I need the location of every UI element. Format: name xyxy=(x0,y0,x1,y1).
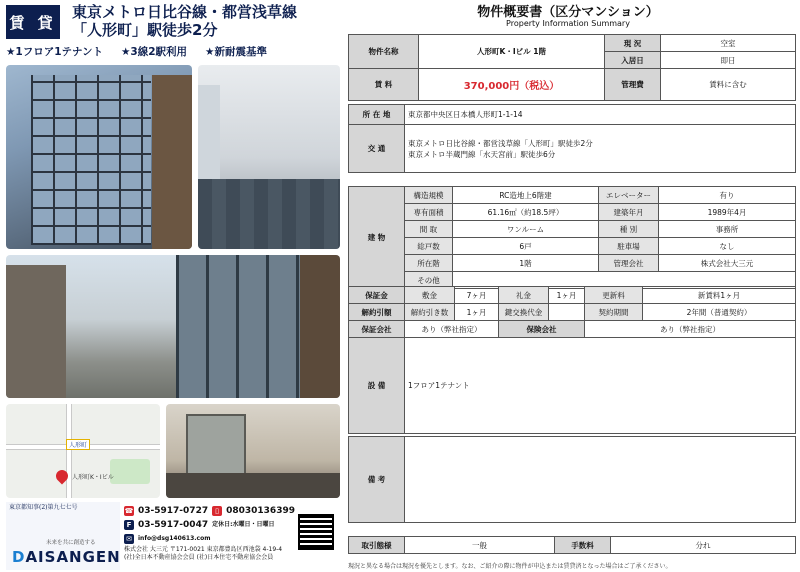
table-cell: 契約期間 xyxy=(585,304,643,321)
summary-table-building xyxy=(348,186,796,289)
email-address[interactable]: info@dsg140613.com xyxy=(138,535,211,542)
table-cell: 賃料に含む xyxy=(661,69,796,101)
table-cell: 種 別 xyxy=(599,221,659,238)
table-cell: 有り xyxy=(659,187,796,204)
company-address: 株式会社 大三元 〒171-0021 東京都豊島区西池袋 4-19-4 xyxy=(124,546,283,553)
table-cell: 交 通 xyxy=(349,125,405,173)
headline-line2: 「人形町」駅徒歩2分 xyxy=(72,21,218,39)
license-number: 東京都知事(2)第九七七号 xyxy=(9,504,78,511)
phone-icon: ☎ xyxy=(124,507,134,515)
table-cell: 保証会社 xyxy=(349,321,405,338)
table-cell: 現 況 xyxy=(605,35,661,52)
summary-table-basic xyxy=(348,34,796,101)
table-cell: 入居日 xyxy=(605,52,661,69)
table-cell: 所 在 地 xyxy=(349,105,405,125)
table-cell: 更新料 xyxy=(585,287,643,304)
fax-number: 03-5917-0047 xyxy=(138,520,209,530)
summary-table-deal xyxy=(348,536,796,554)
street-view-photo xyxy=(6,255,340,398)
table-cell: 鍵交換代金 xyxy=(499,304,549,321)
mobile-number[interactable]: 08030136399 xyxy=(226,506,295,516)
table-cell: あり（弊社指定） xyxy=(405,321,499,338)
table-cell: 保険会社 xyxy=(499,321,585,338)
table-cell: 専有面積 xyxy=(405,204,453,221)
table-cell: 礼金 xyxy=(499,287,549,304)
headline xyxy=(72,3,297,39)
rent-tag: 賃 貸 xyxy=(6,5,60,39)
property-name: 人形町K・Iビル 1階 xyxy=(419,35,605,69)
agency-logo: DAISANGEN xyxy=(12,548,121,566)
table-cell: 物件名称 xyxy=(349,35,419,69)
table-cell: 間 取 xyxy=(405,221,453,238)
table-cell: 6戸 xyxy=(453,238,599,255)
table-cell: 一般 xyxy=(405,537,555,554)
agency-slogan: 未来を共に創造する xyxy=(46,540,96,546)
summary-title: 物件概要書（区分マンション） xyxy=(477,5,659,20)
table-cell: 取引態様 xyxy=(349,537,405,554)
table-cell: 新賃料1ヶ月 xyxy=(643,287,796,304)
summary-table-location xyxy=(348,104,796,173)
table-cell: 備 考 xyxy=(349,437,405,523)
table-cell: 空室 xyxy=(661,35,796,52)
table-cell: 建 物 xyxy=(349,187,405,289)
summary-subtitle: Property Information Summary xyxy=(506,19,630,28)
table-cell: 駐車場 xyxy=(599,238,659,255)
interior-photo xyxy=(198,65,340,249)
table-cell: ワンルーム xyxy=(453,221,599,238)
transit-line2: 東京メトロ半蔵門線「水天宮前」駅徒歩6分 xyxy=(408,149,556,159)
table-cell: 即日 xyxy=(661,52,796,69)
table-cell xyxy=(549,304,585,321)
table-cell: 建築年月 xyxy=(599,204,659,221)
equipment-text: 1フロア1テナント xyxy=(405,338,796,434)
table-cell: 管理費 xyxy=(605,69,661,101)
agency-brand xyxy=(6,502,120,570)
table-cell xyxy=(405,437,796,523)
table-cell: 1ヶ月 xyxy=(549,287,585,304)
point-item: ★1フロア1テナント xyxy=(6,46,103,58)
table-cell: 7ヶ月 xyxy=(455,287,499,304)
tel-number[interactable]: 03-5917-0727 xyxy=(138,506,209,516)
table-cell: 管理会社 xyxy=(599,255,659,272)
entrance-photo xyxy=(166,404,340,498)
table-cell: エレベーター xyxy=(599,187,659,204)
table-cell: 1階 xyxy=(453,255,599,272)
agency-contact xyxy=(124,504,338,570)
mobile-icon: ▯ xyxy=(212,506,222,516)
mail-icon: ✉ xyxy=(124,534,134,544)
address: 東京都中央区日本橋人形町1-1-14 xyxy=(405,105,796,125)
summary-table-terms xyxy=(348,286,796,434)
table-cell: 2年間（普通契約） xyxy=(643,304,796,321)
table-cell: 分れ xyxy=(611,537,796,554)
disclaimer: 現況と異なる場合は現況を優先とします。なお、ご紹介の際に物件が申込または賃貸済となった場合はご了承ください。 xyxy=(348,563,672,570)
table-cell: 保証金 xyxy=(349,287,405,304)
table-cell: 構造規模 xyxy=(405,187,453,204)
summary-table-notes xyxy=(348,436,796,523)
table-cell: 1989年4月 xyxy=(659,204,796,221)
map-pin-label: 人形町K・Iビル xyxy=(72,474,114,481)
rent-value: 370,000円（税込） xyxy=(419,69,605,101)
table-cell: 賃 料 xyxy=(349,69,419,101)
headline-line1: 東京メトロ日比谷線・都営浅草線 xyxy=(72,3,298,21)
table-cell: 総戸数 xyxy=(405,238,453,255)
holiday-text: 定休日:水曜日・日曜日 xyxy=(212,521,275,528)
table-cell xyxy=(405,125,796,173)
table-cell: 敷金 xyxy=(405,287,455,304)
qr-code-icon xyxy=(298,514,334,550)
point-item: ★3線2駅利用 xyxy=(121,46,188,58)
fax-icon: F xyxy=(124,520,134,530)
table-cell: なし xyxy=(659,238,796,255)
building-exterior-photo xyxy=(6,65,192,249)
table-cell: 設 備 xyxy=(349,338,405,434)
table-cell: 事務所 xyxy=(659,221,796,238)
area-map xyxy=(6,404,160,498)
table-cell: あり（弊社指定） xyxy=(585,321,796,338)
association-text: (社)全日本不動産協会会員 (社)日本住宅不動産協会会員 xyxy=(124,554,274,561)
table-cell: 1ヶ月 xyxy=(455,304,499,321)
selling-points xyxy=(6,44,267,59)
table-cell: その他 xyxy=(405,272,453,289)
transit-line1: 東京メトロ日比谷線・都営浅草線「人形町」駅徒歩2分 xyxy=(408,138,593,148)
table-cell: 所在階 xyxy=(405,255,453,272)
table-cell: 解約引き数 xyxy=(405,304,455,321)
table-cell: RC造地上6階建 xyxy=(453,187,599,204)
table-cell: 株式会社大三元 xyxy=(659,255,796,272)
table-cell: 手数料 xyxy=(555,537,611,554)
point-item: ★新耐震基準 xyxy=(205,46,267,58)
agency-footer xyxy=(6,502,340,570)
station-label: 人形町 xyxy=(66,439,90,450)
table-cell: 解約引額 xyxy=(349,304,405,321)
table-cell: 61.16㎡（約18.5坪） xyxy=(453,204,599,221)
